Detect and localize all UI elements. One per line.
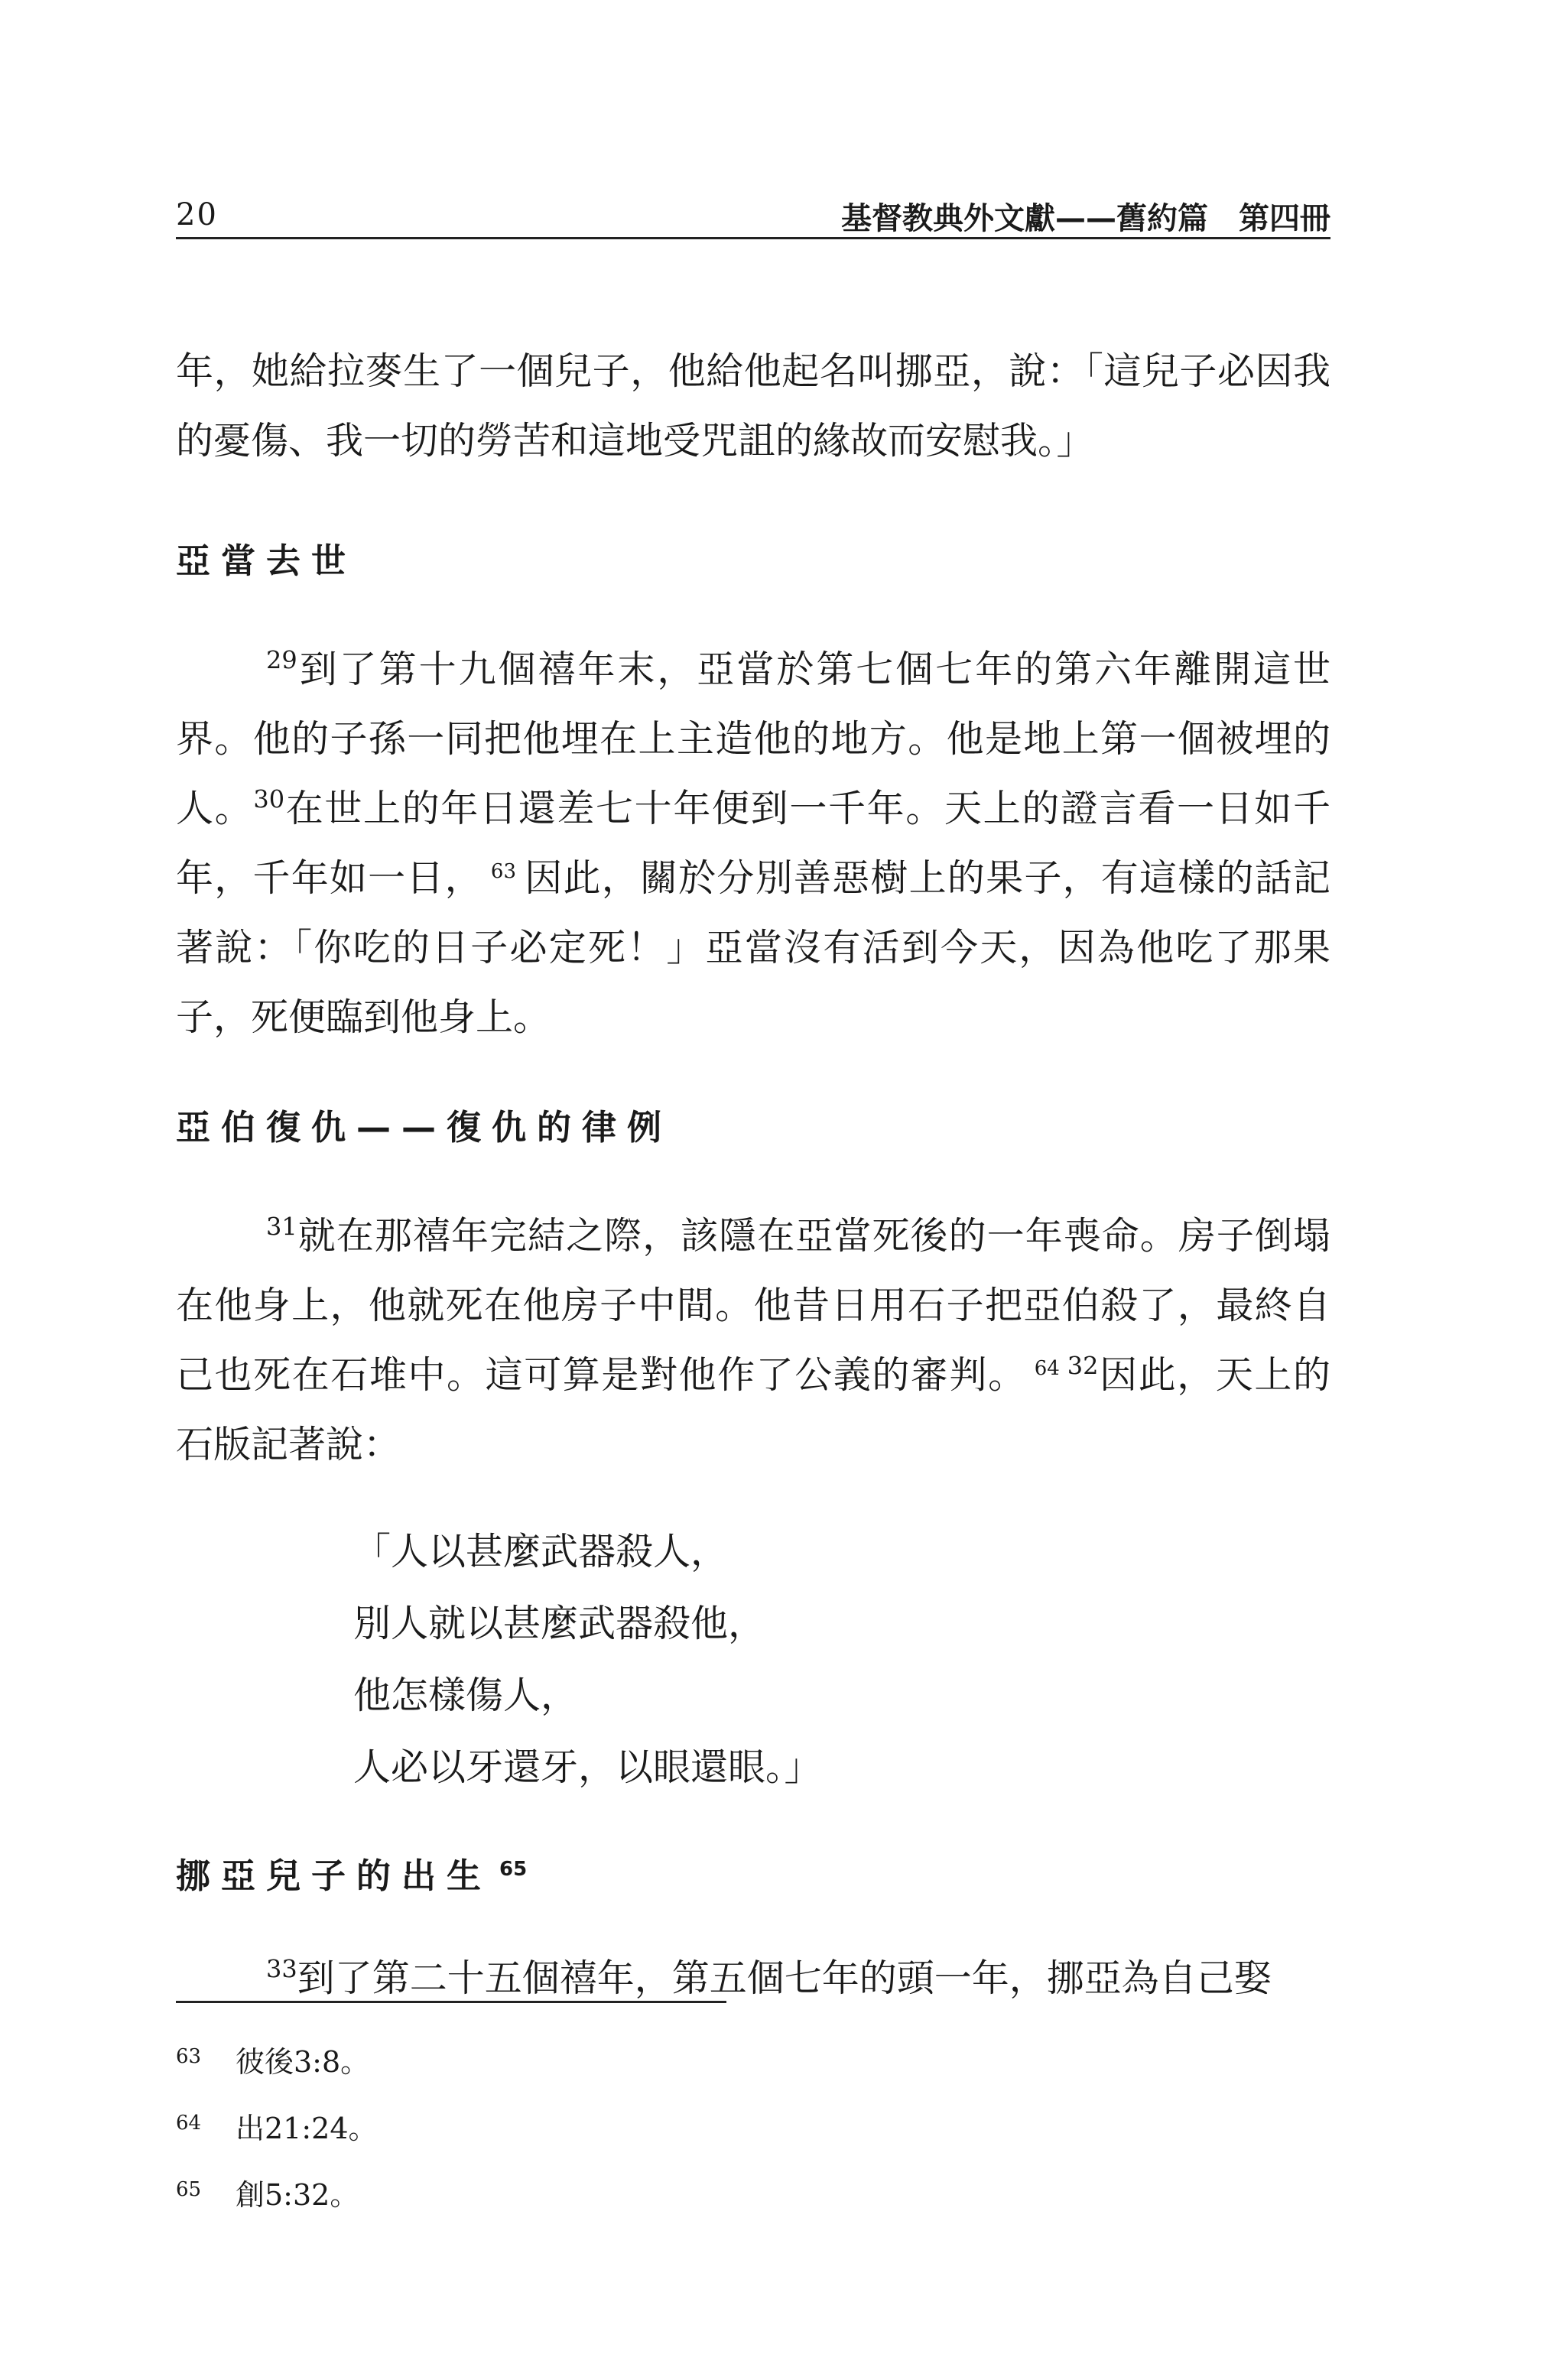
quoted-poem <box>353 1516 1330 1804</box>
book-title: 基督教典外文獻——舊約篇 <box>841 201 1208 236</box>
footnote-text: 出21:24。 <box>236 2112 378 2145</box>
verse-text-29: 到了第十九個禧年末，亞當於第七個七年的第六年離開這世界。他的子孫一同把他埋在上主造他的地方。他是地上第一個被埋的人。 <box>176 648 1330 830</box>
page-number: 20 <box>176 197 218 232</box>
footnote-ref-64: 64 <box>1034 1356 1060 1380</box>
footnote-ref-65: 65 <box>499 1858 528 1881</box>
paragraph-verses-31-32 <box>176 1201 1330 1479</box>
poem-line: 別人就以甚麼武器殺他， <box>353 1602 766 1645</box>
verse-text-30-cont: 因此，關於分別善惡樹上的果子，有這樣的話記著說：「你吃的日子必定死！」亞當沒有活到今天，因為他吃了那果子，死便臨到他身上。 <box>176 856 1330 1039</box>
footnote-divider <box>176 2001 726 2003</box>
footnote-ref-63: 63 <box>490 859 516 883</box>
footnote-64 <box>176 2093 864 2159</box>
verse-number-33: 33 <box>266 1954 297 1984</box>
heading-text: 挪亞兒子的出生 <box>176 1856 492 1896</box>
verse-number-31: 31 <box>266 1212 297 1242</box>
poem-line: 人必以牙還牙，以眼還眼。」 <box>353 1745 822 1789</box>
section-heading-adam-death: 亞當去世 <box>176 541 357 581</box>
verse-text-33: 到了第二十五個禧年，第五個七年的頭一年，挪亞為自己娶 <box>297 1956 1272 2000</box>
verse-text-30: 在世上的年日還差七十年便到一千年。天上的證言看一日如千年，千年如一日， <box>176 787 1330 900</box>
footnote-63 <box>176 2026 864 2093</box>
running-title <box>841 194 1330 238</box>
footnotes <box>176 2026 864 2226</box>
verse-text-32: 因此，天上的石版記著說： <box>176 1353 1330 1466</box>
footnote-number: 65 <box>176 2178 202 2201</box>
main-text <box>176 336 1330 2013</box>
verse-number-30: 30 <box>253 784 285 814</box>
poem-line: 他怎樣傷人， <box>353 1674 579 1717</box>
page-header <box>176 191 1330 239</box>
section-heading-abel-vengeance: 亞伯復仇——復仇的律例 <box>176 1107 673 1148</box>
footnote-65 <box>176 2159 864 2226</box>
verse-text-31: 就在那禧年完結之際，該隱在亞當死後的一年喪命。房子倒塌在他身上，他就死在他房子中間。他昔日用石子把亞伯殺了，最終自己也死在石堆中。這可算是對他作了公義的審判。 <box>176 1214 1330 1397</box>
footnote-number: 63 <box>176 2045 202 2068</box>
poem-line: 「人以甚麼武器殺人， <box>353 1530 729 1573</box>
footnote-text: 彼後3:8。 <box>236 2045 370 2079</box>
verse-number-29: 29 <box>266 645 297 675</box>
paragraph-continuation: 年，她給拉麥生了一個兒子，他給他起名叫挪亞，說：「這兒子必因我的憂傷、我一切的勞苦和這地受咒詛的緣故而安慰我。」 <box>176 349 1330 463</box>
volume-label: 第四冊 <box>1239 201 1330 236</box>
footnote-text: 創5:32。 <box>236 2178 359 2212</box>
footnote-number: 64 <box>176 2112 202 2135</box>
section-heading-noah-sons <box>176 1848 1330 1898</box>
verse-number-32: 32 <box>1067 1351 1099 1381</box>
paragraph-verses-29-30 <box>176 635 1330 1052</box>
